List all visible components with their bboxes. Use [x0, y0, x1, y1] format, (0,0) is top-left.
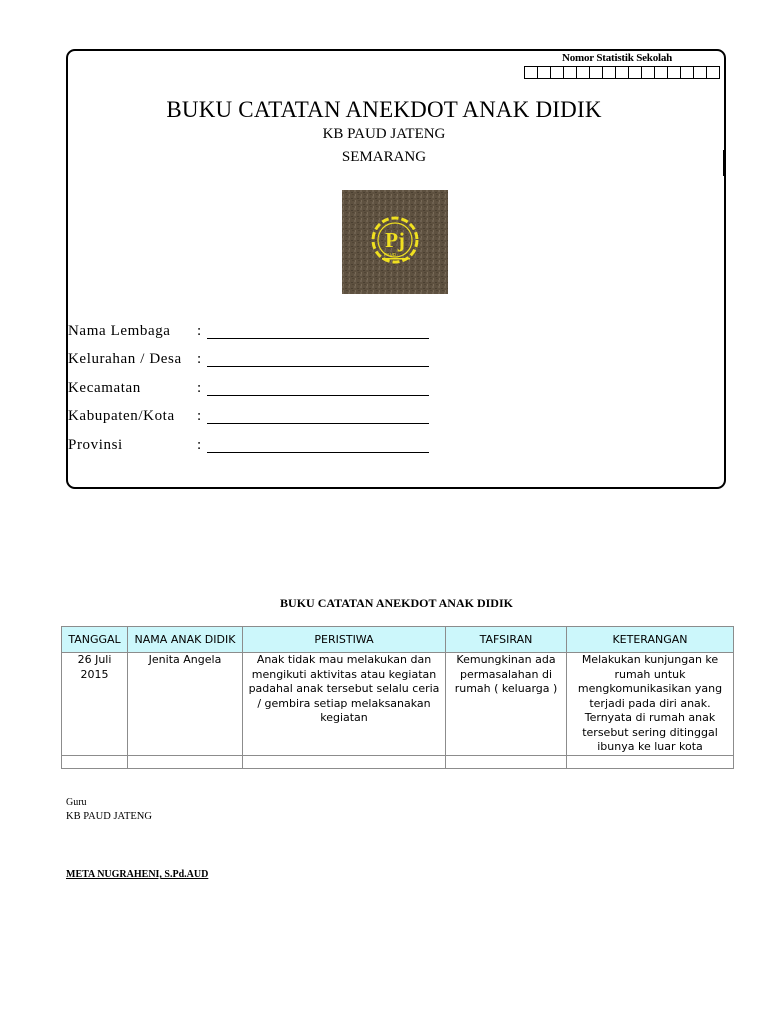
field-label: Kelurahan / Desa — [68, 351, 182, 367]
logo-initials: Pj — [385, 228, 405, 252]
col-header-peristiwa: PERISTIWA — [243, 627, 446, 653]
pj-paud-logo-icon — [342, 190, 448, 294]
table-header-row — [62, 627, 734, 653]
table-row-empty — [62, 755, 734, 768]
field-line[interactable] — [207, 452, 429, 453]
col-header-tafsiran: TAFSIRAN — [446, 627, 567, 653]
cell-peristiwa: Anak tidak mau melakukan dan mengikuti aktivitas atau kegiatan padahal anak tersebut selalu ceria / gembira setiap melaksanakan kegiatan — [243, 653, 446, 756]
field-kabupaten — [68, 408, 202, 425]
nomor-statistik-label: Nomor Statistik Sekolah — [562, 52, 673, 64]
signature-role: Guru — [66, 797, 87, 808]
field-colon: : — [197, 437, 202, 453]
table-row — [62, 653, 734, 756]
field-provinsi — [68, 437, 202, 454]
city-name: SEMARANG — [341, 149, 427, 165]
field-kecamatan — [68, 380, 202, 397]
field-colon: : — [197, 323, 202, 339]
field-colon: : — [197, 380, 202, 396]
col-header-nama: NAMA ANAK DIDIK — [128, 627, 243, 653]
anecdote-table — [61, 626, 734, 769]
field-colon: : — [197, 408, 202, 424]
field-label: Kabupaten/Kota — [68, 408, 175, 424]
field-line[interactable] — [207, 423, 429, 424]
field-line[interactable] — [207, 338, 429, 339]
field-nama-lembaga — [68, 323, 202, 340]
field-label: Nama Lembaga — [68, 323, 171, 339]
field-kelurahan — [68, 351, 202, 368]
school-name: KB PAUD JATENG — [322, 126, 446, 142]
field-line[interactable] — [207, 366, 429, 367]
col-header-keterangan: KETERANGAN — [567, 627, 734, 653]
field-label: Provinsi — [68, 437, 123, 453]
section-title: BUKU CATATAN ANEKDOT ANAK DIDIK — [280, 596, 513, 610]
cell-nama: Jenita Angela — [128, 653, 243, 756]
cell-keterangan: Melakukan kunjungan ke rumah untuk mengkomunikasikan yang terjadi pada diri anak. Ternyata di rumah anak tersebut sering ditinggal ibunya ke luar kota — [567, 653, 734, 756]
cell-tafsiran: Kemungkinan ada permasalahan di rumah ( keluarga ) — [446, 653, 567, 756]
field-label: Kecamatan — [68, 380, 141, 396]
page-title: BUKU CATATAN ANEKDOT ANAK DIDIK — [166, 97, 602, 122]
signature-school: KB PAUD JATENG — [66, 811, 152, 822]
signatory-name: META NUGRAHENI, S.Pd.AUD — [66, 869, 209, 880]
field-colon: : — [197, 351, 202, 367]
field-line[interactable] — [207, 395, 429, 396]
logo-text: PAUD — [383, 252, 397, 257]
cell-tanggal: 26 Juli 2015 — [62, 653, 128, 756]
col-header-tanggal: TANGGAL — [62, 627, 128, 653]
nomor-statistik-grid — [524, 66, 720, 79]
